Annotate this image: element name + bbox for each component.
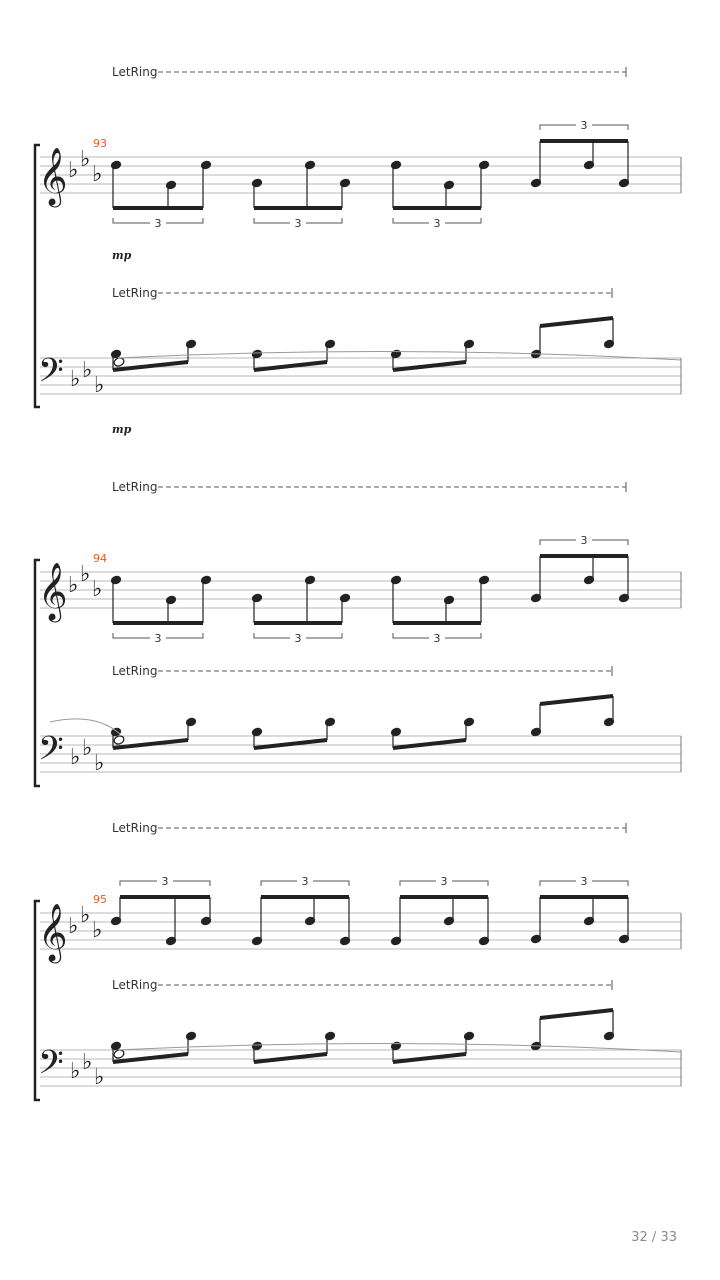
let-ring-label: LetRing	[112, 480, 158, 494]
flat-accidental: ♭	[92, 162, 103, 187]
beam	[393, 362, 466, 370]
beam	[393, 1054, 466, 1062]
flat-accidental: ♭	[82, 736, 93, 761]
flat-accidental: ♭	[82, 358, 93, 383]
beam	[113, 362, 188, 370]
note-head	[110, 575, 122, 586]
beam	[113, 1054, 188, 1062]
note-head	[463, 717, 475, 728]
flat-accidental: ♭	[80, 147, 91, 172]
note-head	[390, 575, 402, 586]
tuplet-number: 3	[440, 875, 448, 888]
flat-accidental: ♭	[92, 577, 103, 602]
bass-clef: 𝄢	[38, 730, 64, 776]
note-head	[463, 339, 475, 350]
flat-accidental: ♭	[68, 573, 79, 598]
beam	[113, 740, 188, 748]
note-head	[200, 160, 212, 171]
note-head	[339, 178, 351, 189]
tuplet-number: 3	[433, 217, 441, 230]
dynamic-marking: mp	[112, 249, 132, 262]
tuplet-number: 3	[154, 217, 162, 230]
beam	[254, 1054, 327, 1062]
flat-accidental: ♭	[92, 918, 103, 943]
let-ring-label: LetRing	[112, 286, 158, 300]
note-head	[324, 1031, 336, 1042]
flat-accidental: ♭	[80, 562, 91, 587]
tuplet-number: 3	[294, 632, 302, 645]
note-head	[443, 595, 455, 606]
note-head	[185, 1031, 197, 1042]
page-total: 33	[660, 1230, 677, 1245]
flat-accidental: ♭	[94, 751, 105, 776]
flat-accidental: ♭	[94, 1065, 105, 1090]
note-head	[185, 339, 197, 350]
note-head	[304, 160, 316, 171]
tuplet-number: 3	[154, 632, 162, 645]
beam	[254, 740, 327, 748]
page-indicator	[631, 1230, 677, 1245]
treble-clef: 𝄞	[38, 147, 68, 205]
dynamic-marking: mp	[112, 423, 132, 436]
treble-clef: 𝄞	[38, 903, 68, 961]
let-ring-label: LetRing	[112, 664, 158, 678]
flat-accidental: ♭	[70, 367, 81, 392]
flat-accidental: ♭	[68, 158, 79, 183]
flat-accidental: ♭	[68, 914, 79, 939]
bass-clef: 𝄢	[38, 352, 64, 398]
note-head	[110, 160, 122, 171]
page-current: 32	[631, 1230, 648, 1245]
tuplet-number: 3	[294, 217, 302, 230]
note-head	[304, 575, 316, 586]
let-ring-label: LetRing	[112, 978, 158, 992]
measure-number: 94	[93, 552, 107, 565]
beam	[540, 1010, 613, 1018]
tuplet-number: 3	[433, 632, 441, 645]
let-ring-label: LetRing	[112, 821, 158, 835]
note-head	[478, 575, 490, 586]
flat-accidental: ♭	[70, 1059, 81, 1084]
note-head	[390, 160, 402, 171]
note-head	[165, 595, 177, 606]
beam	[393, 740, 466, 748]
tuplet-number: 3	[580, 119, 588, 132]
note-head	[324, 339, 336, 350]
tuplet-number: 3	[161, 875, 169, 888]
flat-accidental: ♭	[82, 1050, 93, 1075]
note-head	[324, 717, 336, 728]
bass-clef: 𝄢	[38, 1044, 64, 1090]
note-head	[339, 593, 351, 604]
note-head	[185, 717, 197, 728]
page-separator: /	[647, 1230, 661, 1245]
flat-accidental: ♭	[94, 373, 105, 398]
beam	[540, 318, 613, 326]
note-head	[165, 180, 177, 191]
measure-number: 95	[93, 893, 107, 906]
tuplet-number: 3	[301, 875, 309, 888]
note-head	[463, 1031, 475, 1042]
tuplet-number: 3	[580, 534, 588, 547]
tuplet-number: 3	[580, 875, 588, 888]
let-ring-label: LetRing	[112, 65, 158, 79]
treble-clef: 𝄞	[38, 562, 68, 620]
flat-accidental: ♭	[70, 745, 81, 770]
note-head	[251, 178, 263, 189]
note-head	[200, 575, 212, 586]
beam	[540, 696, 613, 704]
note-head	[251, 593, 263, 604]
note-head	[443, 180, 455, 191]
measure-number: 93	[93, 137, 107, 150]
beam	[254, 362, 327, 370]
note-head	[478, 160, 490, 171]
flat-accidental: ♭	[80, 903, 91, 928]
